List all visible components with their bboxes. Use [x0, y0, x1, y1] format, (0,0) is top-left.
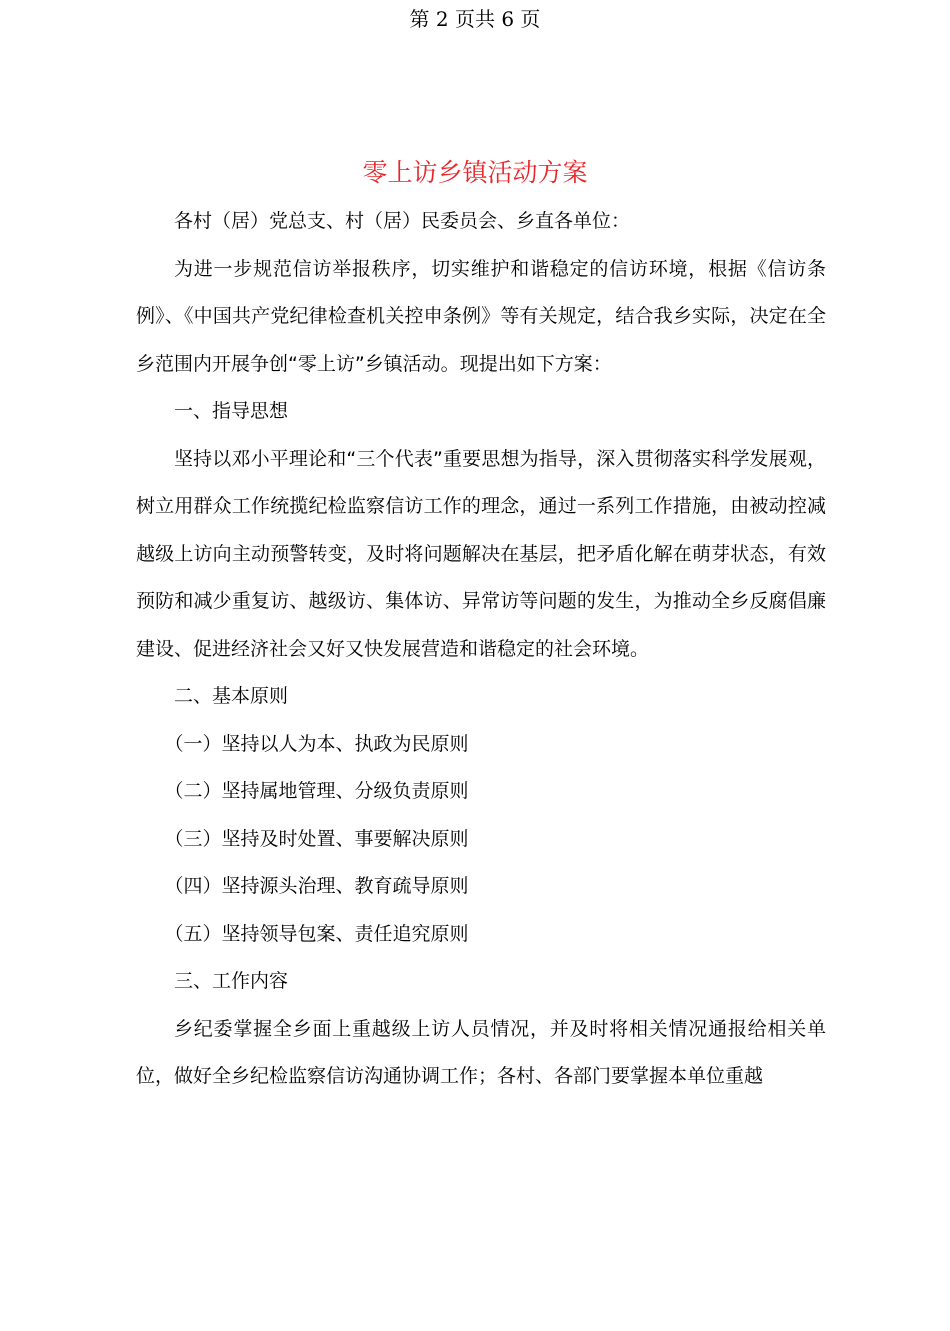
document-title: 零上访乡镇活动方案 [362, 158, 588, 187]
section-heading-basic-principles: 二、基本原则 [174, 685, 289, 707]
salutation: 各村（居）党总支、村（居）民委员会、乡直各单位： [174, 210, 631, 232]
section-heading-work-content: 三、工作内容 [174, 970, 289, 992]
work-content-paragraph: 乡纪委掌握全乡面上重越级上访人员情况，并及时将相关情况通报给相关单位，做好全乡纪检监察信访沟通协调工作；各村、各部门要掌握本单位重越 [136, 1017, 826, 1087]
principle-item: （一）坚持以人为本、执政为民原则 [164, 732, 469, 755]
document-body [136, 198, 826, 1101]
guiding-ideology-paragraph: 坚持以邓小平理论和“三个代表”重要思想为指导，深入贯彻落实科学发展观，树立用群众工作统揽纪检监察信访工作的理念，通过一系列工作措施，由被动控减越级上访向主动预警转变，及时将问题解决在基层，把矛盾化解在萌芽状态，有效预防和减少重复访、越级访、集体访、异常访等问题的发生，为推动全乡反腐倡廉建设、促进经济社会又好又快发展营造和谐稳定的社会环境。 [136, 447, 826, 660]
section-heading-guiding-ideology: 一、指导思想 [174, 400, 289, 422]
principle-item: （五）坚持领导包案、责任追究原则 [164, 922, 469, 945]
principle-item: （三）坚持及时处置、事要解决原则 [164, 827, 469, 850]
intro-paragraph: 为进一步规范信访举报秩序，切实维护和谐稳定的信访环境，根据《信访条例》、《中国共产党纪律检查机关控申条例》等有关规定，结合我乡实际，决定在全乡范围内开展争创“零上访”乡镇活动。现提出如下方案： [136, 257, 826, 375]
page-indicator: 第 2 页共 6 页 [409, 7, 541, 31]
principle-item: （二）坚持属地管理、分级负责原则 [164, 780, 469, 802]
principle-item: （四）坚持源头治理、教育疏导原则 [164, 875, 469, 897]
